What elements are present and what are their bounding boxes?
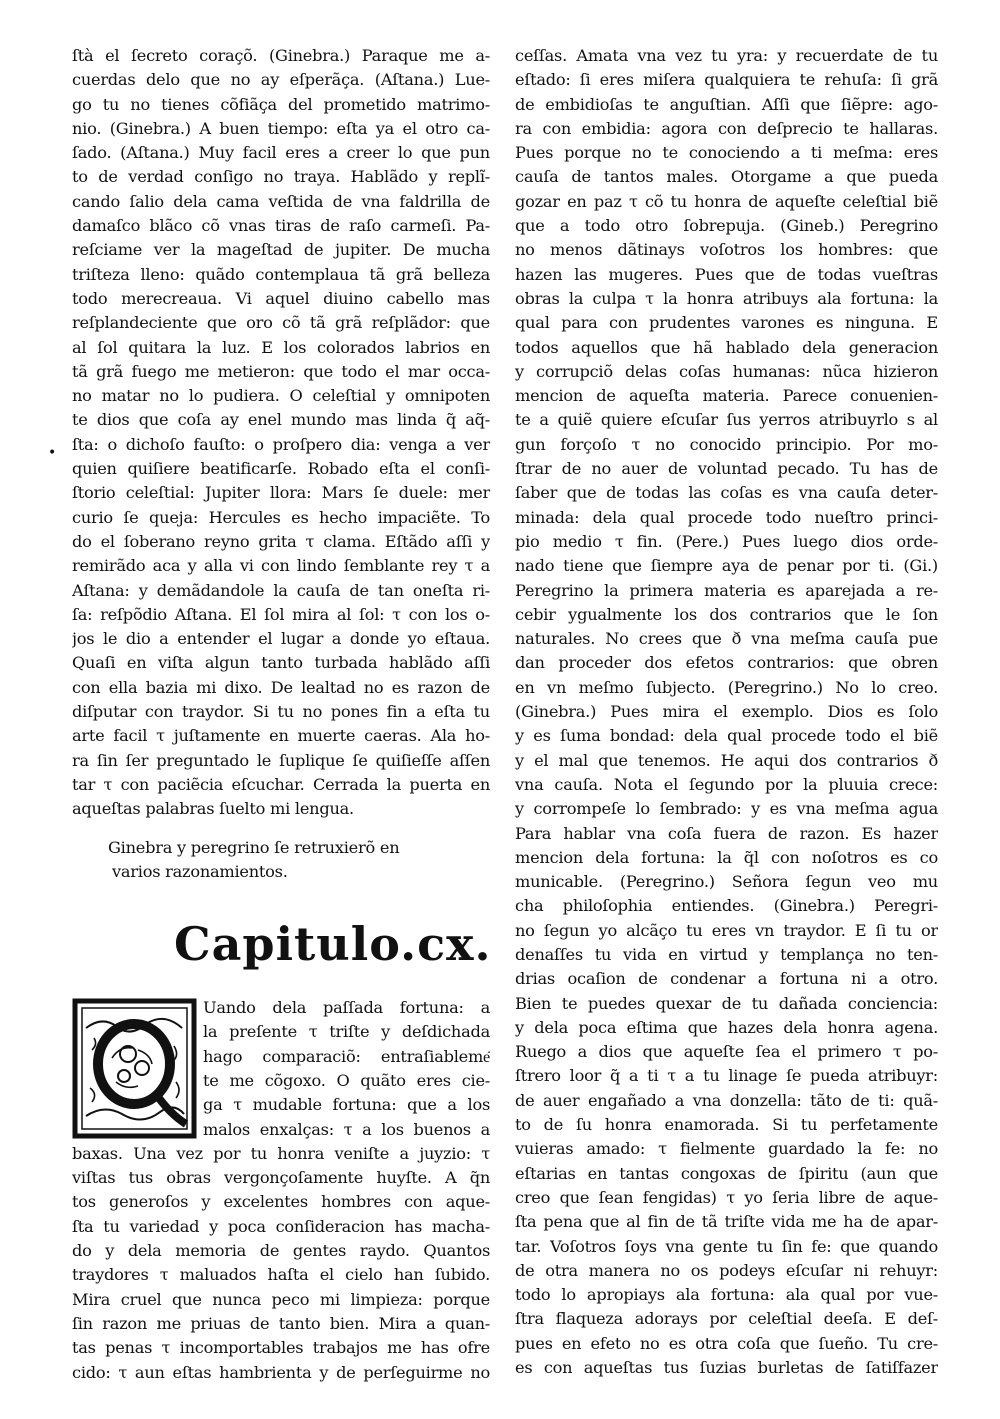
decorated-initial xyxy=(72,998,197,1139)
text-line: de auer engañado a vna donzella: tãto de ti: quã- xyxy=(515,1090,938,1110)
text-line: quien quiſiere beatificarſe. Robado eſta el conſi- xyxy=(72,459,490,479)
text-block xyxy=(515,44,938,1380)
text-line: viſtas tus obras vergonçoſamente huyſte. A q̃n xyxy=(72,1168,490,1188)
text-line: ſin razon me priuas de tanto bien. Mira a quan- xyxy=(72,1313,490,1333)
text-line: tã grã fuego me metieron: que todo el mar occa- xyxy=(72,361,490,381)
text-line: te me cõgoxo. O quãto eres cie- xyxy=(203,1070,490,1090)
text-line: do el ſoberano reyno grita τ clama. Eſtãdo aſſi y xyxy=(72,531,490,551)
text-line: cha philoſophia entiendes. (Ginebra.) Peregri- xyxy=(515,896,938,916)
text-line: Para hablar vna coſa fuera de razon. Es hazer xyxy=(515,823,938,843)
text-line: tas penas τ incomportables trabajos me has ofre xyxy=(72,1338,490,1358)
text-line: malos enxalças: τ a los buenos a xyxy=(203,1119,490,1139)
text-line: y corrupciõ delas coſas humanas: nũca hizieron xyxy=(515,361,938,381)
text-line: la preſente τ triſte y deſdichada xyxy=(203,1022,490,1042)
text-line: ſa: reſpõdio Aſtana. El ſol mira al ſol: τ con los o- xyxy=(72,604,490,624)
left-column xyxy=(72,44,490,1385)
text-line: cando ſalio dela cama veſtida de vna faldrilla de xyxy=(72,191,490,211)
text-line: hazen las mugeres. Pues que de todas vueſtras xyxy=(515,264,938,284)
text-line: remirãdo aca y alla vi con lindo ſemblante rey τ a xyxy=(72,556,490,576)
text-line: ra ſin ſer preguntado le ſuplique ſe quiſieſſe aſſen xyxy=(72,750,490,770)
text-line: ſtorio celeſtial: Jupiter llora: Mars ſe duele: mer xyxy=(72,483,490,503)
text-line: ſtà el ſecreto coraçõ. (Ginebra.) Paraque me a- xyxy=(72,46,490,65)
text-line: ceſſas. Amata vna vez tu yra: y recuerdate de tu xyxy=(515,46,938,65)
text-line: baxas. Una vez por tu honra veniſte a juyzio: τ xyxy=(72,1143,490,1163)
text-line: traydores τ maluados haſta el cielo han ſubido. xyxy=(72,1265,490,1285)
text-line: minada: dela qual procede todo nueſtro princi- xyxy=(515,507,938,527)
text-line: ſtra flaqueza adorays por celeſtial deeſa. E deſ- xyxy=(515,1309,938,1329)
text-line: y dela poca eſtima que hazes dela honra agena. xyxy=(515,1017,938,1037)
text-line: cuerdas delo que no ay eſperãça. (Aſtana.) Lue- xyxy=(72,70,490,90)
text-line: no menos dãtinays voſotros los hombres: que xyxy=(515,240,938,260)
text-block xyxy=(72,44,490,822)
text-line: Quaſi en viſta algun tanto turbada hablãdo aſſi xyxy=(72,653,490,673)
text-line: tar. Voſotros ſoys vna gente tu ſin fe: que quando xyxy=(515,1236,938,1256)
text-line: vna cauſa. Nota el ſegundo por la pluuia crece: xyxy=(515,774,938,794)
text-line: ſtrero loor q̃ a ti τ a tu linage ſe pueda atribuyr: xyxy=(515,1066,938,1086)
text-block xyxy=(72,1142,490,1385)
text-line: obras la culpa τ la honra atribuys ala fortuna: la xyxy=(515,288,938,308)
text-line: no ſegun yo alcãço tu eres vn traydor. E ſi tu or xyxy=(515,920,938,940)
text-line: qual para con prudentes varones es ninguna. E xyxy=(515,313,938,333)
rubric-line: Ginebra y peregrino ſe retruxierõ en xyxy=(108,837,400,857)
text-line: go tu no tienes cõfiãça del prometido matrimo- xyxy=(72,94,490,114)
text-line: pues en efeto no es otra coſa que ſueño. Tu cre- xyxy=(515,1333,938,1353)
text-line: Peregrino la primera materia es aparejada a re- xyxy=(515,580,938,600)
text-line: todo merecreaua. Vi aquel diuino cabello mas xyxy=(72,288,490,308)
margin-mark: • xyxy=(48,445,57,461)
text-line: y es ſuma bondad: dela qual procede todo el biẽ xyxy=(515,726,938,746)
text-line: en vn meſmo ſubjecto. (Peregrino.) No lo creo. xyxy=(515,677,938,697)
text-line: ra con embidia: agora con deſprecio te hallaras. xyxy=(515,118,938,138)
text-line: to de ſu honra enamorada. Si tu perfetamente xyxy=(515,1115,938,1135)
text-line: eſtarias en tantas congoxas de ſpiritu (aun que xyxy=(515,1163,938,1183)
text-line: ſtrar de no auer de voluntad pecado. Tu has de xyxy=(515,459,938,479)
text-line: todos aquellos que hã hablado dela generacion xyxy=(515,337,938,357)
text-line: ſado. (Aſtana.) Muy facil eres a creer lo que pun xyxy=(72,143,490,163)
text-line: cauſa de tantos males. Otorgame a que pueda xyxy=(515,167,938,187)
chapter-opening xyxy=(72,996,490,1385)
text-line: creo que ſean fengidas) τ yo ſeria libre de aque- xyxy=(515,1187,938,1207)
right-column xyxy=(515,44,938,1380)
text-line: ſta: o dichoſo fauſto: o proſpero dia: venga a ver xyxy=(72,434,490,454)
text-line: ſta tu variedad y poca conſideracion has macha- xyxy=(72,1216,490,1236)
text-line: mencion dela fortuna: la q̃l con noſotros es co xyxy=(515,847,938,867)
text-line: gozar en paz τ cõ tu honra de aqueſte celeſtial biẽ xyxy=(515,191,938,211)
text-line: mencion de aqueſta materia. Parece conuenien- xyxy=(515,386,938,406)
text-line: Uando dela paſſada fortuna: a xyxy=(203,998,490,1018)
text-line: Aſtana: y demãdandole la cauſa de tan oneſta ri- xyxy=(72,580,490,600)
text-line: con ella bazia mi dixo. De lealtad no es razon de xyxy=(72,677,490,697)
text-line: Mira cruel que nunca peco mi limpieza: porque xyxy=(72,1289,490,1309)
text-line: de otra manera no os podeys eſcuſar ni rehuyr: xyxy=(515,1260,938,1280)
text-line: dan proceder dos efetos contrarios: que obren xyxy=(515,653,938,673)
text-line: cebir ygualmente los dos contrarios que le ſon xyxy=(515,604,938,624)
text-line: denaſſes tu vida en virtud y templança no ten- xyxy=(515,944,938,964)
text-line: te a quiẽ quiere eſcuſar ſus yerros atribuyrlo s al xyxy=(515,410,938,430)
text-line: nio. (Ginebra.) A buen tiempo: eſta ya el otro ca- xyxy=(72,118,490,138)
text-line: curio ſe queja: Hercules es hecho impaciẽte. To xyxy=(72,507,490,527)
text-line: aqueſtas palabras ſuelto mi lengua. xyxy=(72,799,354,819)
text-line: tos generoſos y excelentes hombres con aque- xyxy=(72,1192,490,1212)
text-line: cido: τ aun eſtas hambrienta y de perſeguirme no xyxy=(72,1362,490,1382)
text-line: gun forçoſo τ no conocido principio. Por mo- xyxy=(515,434,938,454)
text-line: Bien te puedes quexar de tu dañada conciencia: xyxy=(515,993,938,1013)
text-line: triſteza lleno: quãdo contemplaua tã grã belleza xyxy=(72,264,490,284)
decorated-initial-q-icon xyxy=(72,998,197,1139)
text-line: Ruego a dios que aqueſte ſea el primero τ po- xyxy=(515,1042,938,1062)
text-line: ſta pena que al fin de tã triſte vida me ha de apar- xyxy=(515,1212,938,1232)
text-line: eſtado: ſi eres miſera qualquiera te rehuſa: ſi grã xyxy=(515,70,938,90)
text-line: damaſco blãco cõ vnas tiras de raſo carmeſi. Pa- xyxy=(72,216,490,236)
text-line: Pues porque no te conociendo a ti meſma: eres xyxy=(515,143,938,163)
text-line: drias ocaſion de condenar a fortuna ni a otro. xyxy=(515,969,938,989)
text-line: todo lo apropiays ala fortuna: ala qual por vue- xyxy=(515,1285,938,1305)
chapter-rubric xyxy=(108,836,490,885)
text-line: diſputar con traydor. Si tu no pones fin a eſta tu xyxy=(72,702,490,722)
text-line: arte facil τ juſtamente en muerte caeras. Ala ho- xyxy=(72,726,490,746)
text-line: de embidioſas te anguſtian. Aſſi que ſiẽpre: ago- xyxy=(515,94,938,114)
text-line: to de verdad conſigo no traya. Hablãdo y replĩ- xyxy=(72,167,490,187)
text-line: nado tiene que ſiempre aya de penar por ti. (Gi.) xyxy=(515,556,938,576)
text-line: naturales. No crees que ð vna meſma cauſa pue xyxy=(515,629,938,649)
text-line: ga τ mudable fortuna: que a los xyxy=(203,1095,490,1115)
text-line: (Ginebra.) Pues mira el exemplo. Dios es ſolo xyxy=(515,702,938,722)
text-line: do y dela memoria de gentes raydo. Quantos xyxy=(72,1241,490,1261)
text-line: reſciame ver la mageſtad de jupiter. De mucha xyxy=(72,240,490,260)
text-line: jos le dio a entender el lugar a donde yo eſtaua. xyxy=(72,629,490,649)
text-line: y corrompeſe lo ſembrado: y es vna meſma agua xyxy=(515,799,938,819)
text-line: te dios que coſa ay enel mundo mas linda q̃ aq̃- xyxy=(72,410,490,430)
chapter-heading: Capitulo.cx. xyxy=(174,917,492,972)
text-line: al ſol quitara la luz. E los colorados labrios en xyxy=(72,337,490,357)
text-line: reſplandeciente que oro cõ tã grã reſplãdor: que xyxy=(72,313,490,333)
text-line: que a todo otro ſobrepuja. (Gineb.) Peregrino xyxy=(515,216,938,236)
text-line: hago comparaciõ: entraſiableme͂ xyxy=(203,1046,490,1066)
text-line: y el mal que tenemos. He aqui dos contrarios ð xyxy=(515,750,938,770)
text-line: vuieras amado: τ fielmente guardado la fe: no xyxy=(515,1139,938,1159)
rubric-line: varios razonamientos. xyxy=(112,861,288,881)
text-line: no matar no lo pudiera. O celeſtial y omnipoten xyxy=(72,386,490,406)
text-line: ſaber que de todas las coſas es vna cauſa deter- xyxy=(515,483,938,503)
text-line: es con aqueſtas tus ſuzias burletas de ſatiſfazer xyxy=(515,1358,938,1378)
text-line: pio medio τ fin. (Pere.) Pues luego dios orde- xyxy=(515,531,938,551)
text-line: municable. (Peregrino.) Señora ſegun veo mu xyxy=(515,872,938,892)
text-line: tar τ con paciẽcia eſcuchar. Cerrada la puerta en xyxy=(72,774,490,794)
